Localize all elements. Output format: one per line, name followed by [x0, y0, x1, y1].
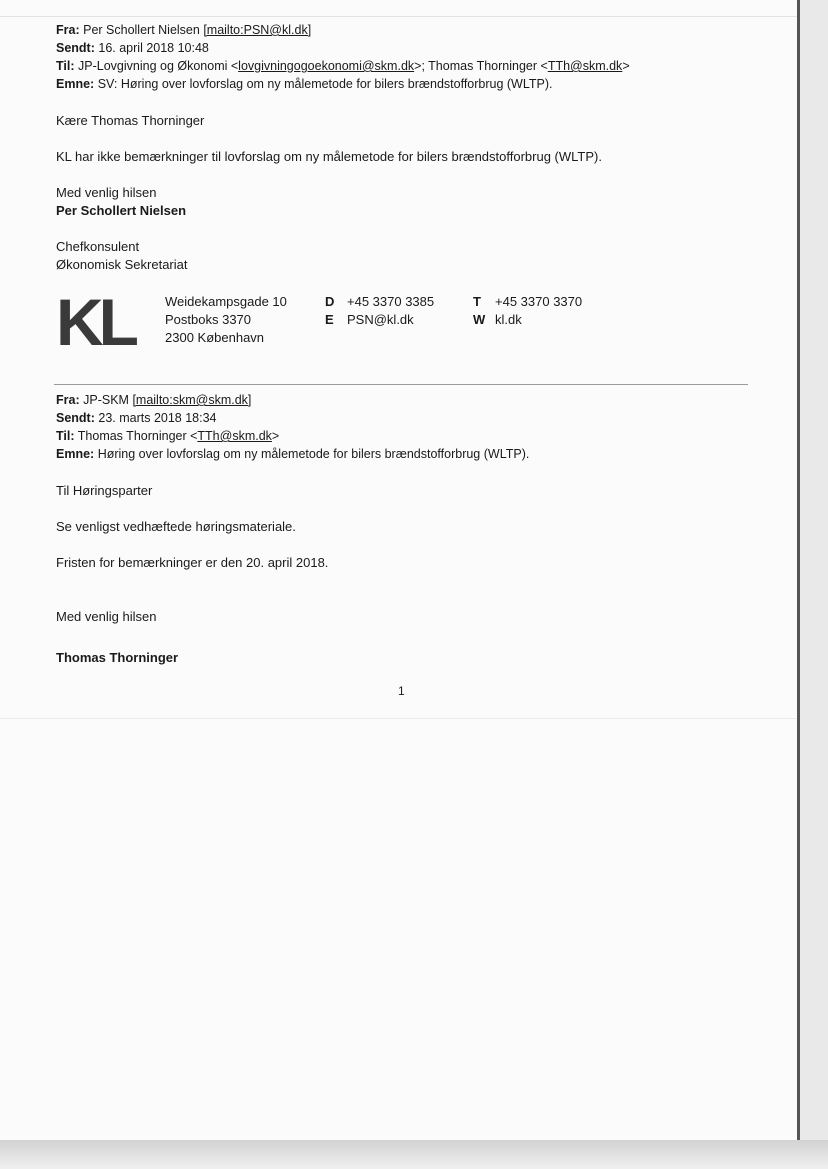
sent-label: Sendt: [56, 41, 95, 55]
email1-department: Økonomisk Sekretariat [56, 257, 188, 272]
to-label: Til: [56, 59, 75, 73]
email2-closing: Med venlig hilsen [56, 609, 157, 624]
address-line: Postboks 3370 [165, 312, 252, 327]
email1-sent [56, 40, 209, 57]
signature-address [165, 293, 287, 347]
to-email-link[interactable]: TTh@skm.dk [547, 59, 623, 73]
from-value: Per Schollert Nielsen [83, 23, 200, 37]
email1-greeting: Kære Thomas Thorninger [56, 113, 205, 128]
email2-subject [56, 446, 529, 463]
scan-artifact [0, 718, 798, 719]
to-email-link[interactable]: lovgivningogoekonomi@skm.dk [238, 59, 415, 73]
page-number: 1 [398, 684, 405, 698]
from-label: Fra: [56, 23, 80, 37]
from-label: Fra: [56, 393, 80, 407]
phone-row [473, 293, 582, 311]
web-row [473, 311, 582, 329]
email1-to [56, 58, 630, 75]
email2-to [56, 428, 279, 445]
email2-from [56, 392, 251, 409]
from-mailto-link[interactable]: [mailto:PSN@kl.dk] [203, 23, 312, 37]
sent-value: 16. april 2018 10:48 [98, 41, 209, 55]
subject-label: Emne: [56, 447, 95, 461]
email-value[interactable]: PSN@kl.dk [347, 312, 414, 327]
to-email-link[interactable]: TTh@skm.dk [197, 429, 272, 443]
from-mailto-link[interactable]: [mailto:skm@skm.dk] [132, 393, 252, 407]
address-line: Weidekampsgade 10 [165, 294, 287, 309]
to-value: > [271, 429, 280, 443]
email2-greeting: Til Høringsparter [56, 483, 153, 498]
email1-title: Chefkonsulent [56, 239, 140, 254]
email-separator [54, 384, 748, 385]
sent-label: Sendt: [56, 411, 95, 425]
email2-signer: Thomas Thorninger [56, 650, 179, 665]
scan-bottom-edge [0, 1140, 828, 1169]
subject-label: Emne: [56, 77, 95, 91]
to-value: Thomas Thorninger < [77, 429, 198, 443]
to-value: JP-Lovgivning og Økonomi < [78, 59, 239, 73]
web-value[interactable]: kl.dk [495, 312, 522, 327]
phone-value: +45 3370 3370 [495, 294, 583, 309]
web-label: W [473, 312, 486, 327]
email1-body: KL har ikke bemærkninger til lovforslag om ny målemetode for bilers brændstofforbrug (WLTP). [56, 149, 602, 164]
address-line: 2300 København [165, 330, 265, 345]
to-value: >; Thomas Thorninger < [414, 59, 548, 73]
email2-sent [56, 410, 217, 427]
subject-value: SV: Høring over lovforslag om ny målemetode for bilers brændstofforbrug (WLTP). [97, 77, 553, 91]
direct-label: D [325, 294, 335, 309]
email-row [325, 311, 434, 329]
signature-contact [325, 293, 434, 329]
scan-artifact [0, 16, 798, 17]
phone-label: T [473, 294, 481, 309]
email-label: E [325, 312, 334, 327]
to-label: Til: [56, 429, 75, 443]
email2-body-line: Se venligst vedhæftede høringsmateriale. [56, 519, 296, 534]
email1-from [56, 22, 311, 39]
direct-value: +45 3370 3385 [347, 294, 435, 309]
to-value: > [622, 59, 630, 73]
email1-signer: Per Schollert Nielsen [56, 203, 187, 218]
from-value: JP-SKM [83, 393, 129, 407]
direct-phone-row [325, 293, 434, 311]
subject-value: Høring over lovforslag om ny målemetode for bilers brændstofforbrug (WLTP). [97, 447, 530, 461]
email1-closing: Med venlig hilsen [56, 185, 157, 200]
signature-org-contact [473, 293, 582, 329]
email1-subject [56, 76, 553, 93]
kl-logo: KL [56, 285, 134, 359]
sent-value: 23. marts 2018 18:34 [98, 411, 217, 425]
email2-body-line: Fristen for bemærkninger er den 20. april 2018. [56, 555, 329, 570]
